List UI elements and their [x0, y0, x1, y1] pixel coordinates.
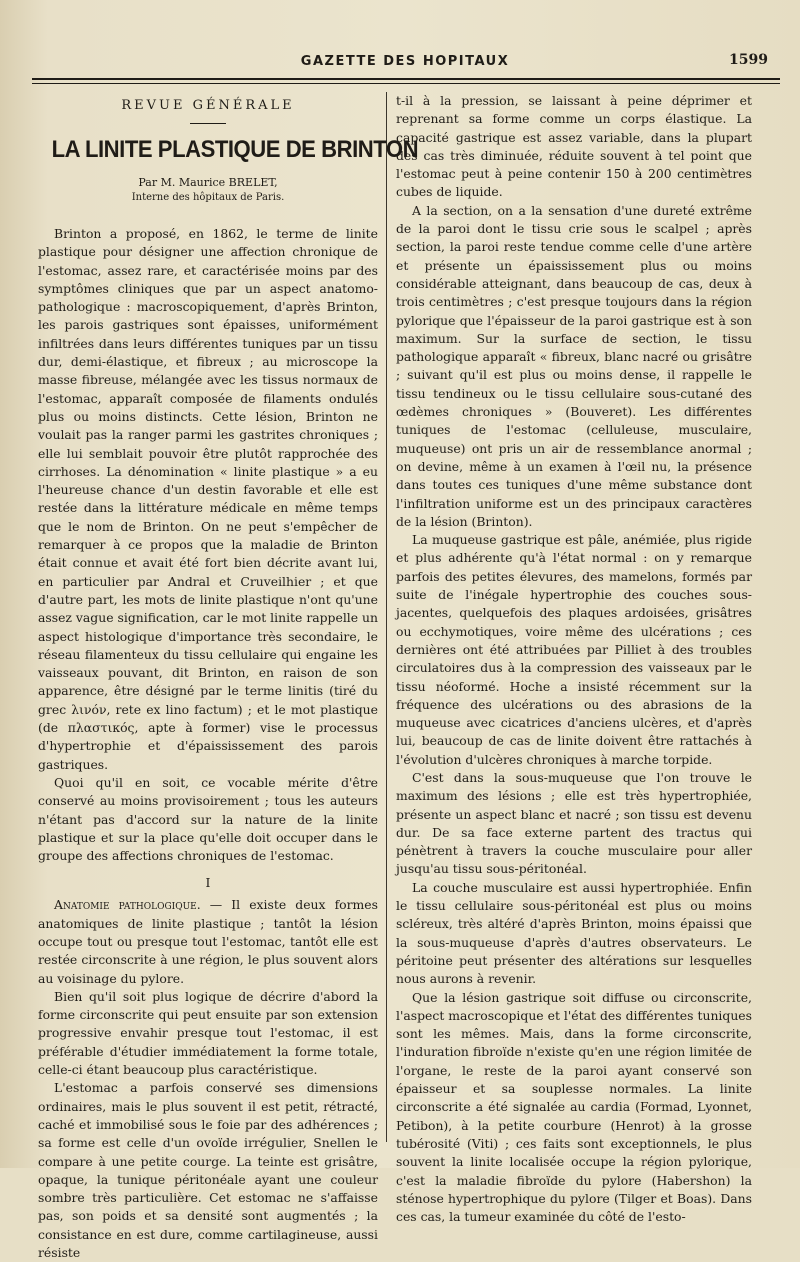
header-rule-thin — [32, 83, 780, 84]
author-line: Par M. Maurice BRELET, — [138, 176, 278, 189]
right-column — [396, 92, 752, 1226]
paragraph: A la section, on a la sensation d'une dureté extrême de la paroi dont le tissu crie sous le scalpel ; après section, la paroi reste tendue comme celle d'une artère et présente un épaississement plus ou moins considérable atteignant, dans beaucoup de cas, deux à trois centimètres ; c'est presque toujours dans la région pylorique que l'épaisseur de la paroi gastrique est à son maximum. Sur la surface de section, le tissu pathologique apparaît « fibreux, blanc nacré ou grisâtre ; suivant qu'il est plus ou moins dense, il rappelle le tissu tendineux ou le tissu cellulaire sous-cutané des œdèmes chroniques » (Bouveret). Les différentes tuniques de l'estomac (celluleuse, musculaire, muqueuse) ont pris un air de ressemblance anormal ; on devine, même à un examen à l'œil nu, la présence dans toutes ces tuniques d'une même substance dont l'infiltration uniforme est un des principaux caractères de la lésion (Brinton). — [396, 202, 752, 529]
paragraph: L'estomac a parfois conservé ses dimensions ordinaires, mais le plus souvent il est petit, rétracté, caché et immobilisé sous le foie par des adhérences ; sa forme est celle d'un ovoïde irrégulier, Snellen le compare à une petite courge. La teinte est grisâtre, opaque, la tunique péritonéale ayant une couleur sombre très particulière. Cet estomac ne s'affaisse pas, son poids et sa densité sont augmentés ; la consistance en est dure, comme cartilagineuse, aussi résiste — [38, 1080, 378, 1261]
journal-title: GAZETTE DES HOPITAUX — [300, 54, 510, 69]
paragraph: Bien qu'il soit plus logique de décrire d'abord la forme circonscrite qui peut ensuite par son extension progressive envahir presque tout l'estomac, il est préférable d'étudier immédiatement la forme totale, celle-ci étant beaucoup plus caractéristique. — [38, 988, 378, 1078]
title-rule — [190, 123, 226, 124]
section-heading: Anatomie pathologique. — [54, 897, 201, 913]
section-paragraph — [38, 896, 378, 987]
section-text: — Il existe deux formes anatomiques de linite plastique ; tantôt la lésion occupe tout ou presque tout l'estomac, tantôt elle est restée circonscrite à une région, le plus souvent alors au voisinage du pylore. — [38, 897, 378, 986]
left-column — [38, 92, 419, 1262]
article-title: LA LINITE PLASTIQUE DE BRINTON — [51, 136, 419, 163]
paragraph: La couche musculaire est aussi hypertrophiée. Enfin le tissu cellulaire sous-péritonéal est plus ou moins scléreux, très altéré d'après Brinton, moins épaissi que la sous-muqueuse d'après d'autres observateurs. Le péritoine peut présenter des altérations sur lesquelles nous aurons à revenir. — [396, 879, 752, 987]
column-divider — [386, 92, 387, 1142]
paragraph: C'est dans la sous-muqueuse que l'on trouve le maximum des lésions ; elle est très hypertrophiée, présente un aspect blanc et nacré ; son tissu est devenu dur. De sa face externe partent des tractus qui pénètrent à travers la couche musculaire pour aller jusqu'au tissu sous-péritonéal. — [396, 769, 752, 877]
paragraph: La muqueuse gastrique est pâle, anémiée, plus rigide et plus adhérente qu'à l'état normal : on y remarque parfois des petites élevures, des mamelons, formés par suite de l'inégale hypertrophie des couches sous-jacentes, quelquefois des plaques ardoisées, grisâtres ou ecchymotiques, voire même des ulcérations ; ces dernières ont été attribuées par Pilliet à des troubles circulatoires dus à la compression des vaisseaux par le tissu néoformé. Hoche a insisté récemment sur la fréquence des ulcérations ou des abrasions de la muqueuse avec cicatrices d'anciens ulcères, et d'après lui, beaucoup de cas de linite doivent être rattachés à l'évolution d'ulcères chroniques à marche torpide. — [396, 532, 752, 767]
page-header — [30, 48, 780, 78]
paragraph: Quoi qu'il en soit, ce vocable mérite d'être conservé au moins provisoirement ; tous les auteurs n'étant pas d'accord sur la nature de la linite plastique et sur la place qu'elle doit occuper dans le groupe des affections chroniques de l'estomac. — [38, 774, 378, 864]
paragraph: t-il à la pression, se laissant à peine déprimer et reprenant sa forme comme un corps élastique. La capacité gastrique est assez variable, dans la plupart des cas très diminuée, réduite souvent à tel point que l'estomac peut à peine contenir 150 à 200 centimètres cubes de liquide. — [396, 93, 752, 200]
section-label: REVUE GÉNÉRALE — [121, 98, 295, 113]
paragraph: Que la lésion gastrique soit diffuse ou circonscrite, l'aspect macroscopique et l'état des différentes tuniques sont les mêmes. Mais, dans la forme circonscrite, l'induration fibroïde n'existe qu'en une région limitée de l'organe, le reste de la paroi ayant conservé son épaisseur et sa souplesse normales. La linite circonscrite a été signalée au cardia (Formad, Lyonnet, Petibon), à la petite courbure (Henrot) à la grosse tubérosité (Viti) ; ces faits sont exceptionnels, le plus souvent la linite localisée occupe la région pylorique, c'est la maladie fibroïde du pylore (Habershon) la sténose hypertrophique du pylore (Tilger et Boas). Dans ces cas, la tumeur examinée du côté de l'esto- — [396, 989, 752, 1225]
section-number: I — [205, 875, 211, 891]
header-rule — [32, 78, 780, 80]
author-role: Interne des hôpitaux de Paris. — [131, 192, 285, 203]
paragraph: Brinton a proposé, en 1862, le terme de linite plastique pour désigner une affection chronique de l'estomac, assez rare, et caractérisée moins par des symptômes cliniques que par un aspect anatomo-pathologique : macroscopiquement, d'après Brinton, les parois gastriques sont épaisses, uniformément infiltrées dans leurs différentes tuniques par un tissu dur, demi-élastique, et fibreux ; au microscope la masse fibreuse, mélangée avec les tissus normaux de l'estomac, apparaît composée de filaments ondulés plus ou moins distincts. Cette lésion, Brinton ne voulait pas la ranger parmi les gastrites chroniques ; elle lui semblait pouvoir être plutôt rapprochée des cirrhoses. La dénomination « linite plastique » a eu l'heureuse chance d'un destin favorable et elle est restée dans la littérature médicale en même temps que le nom de Brinton. On ne peut s'empêcher de remarquer à ce propos que la maladie de Brinton était connue et avait été fort bien décrite avant lui, en particulier par Andral et Cruveilhier ; et que d'autre part, les mots de linite plastique n'ont qu'une assez vague signification, car le mot linite rappelle un aspect histologique d'importance très secondaire, le réseau filamenteux du tissu cellulaire qui engaine les vaisseaux pouvant, dit Brinton, en raison de son apparence, être désigné par le terme linitis (tiré du grec λινόν, rete ex lino factum) ; et le mot plastique (de πλαστικός, apte à former) vise le processus d'hypertrophie et d'épaississement des parois gastriques. — [38, 226, 378, 772]
page-number: 1599 — [729, 52, 768, 68]
